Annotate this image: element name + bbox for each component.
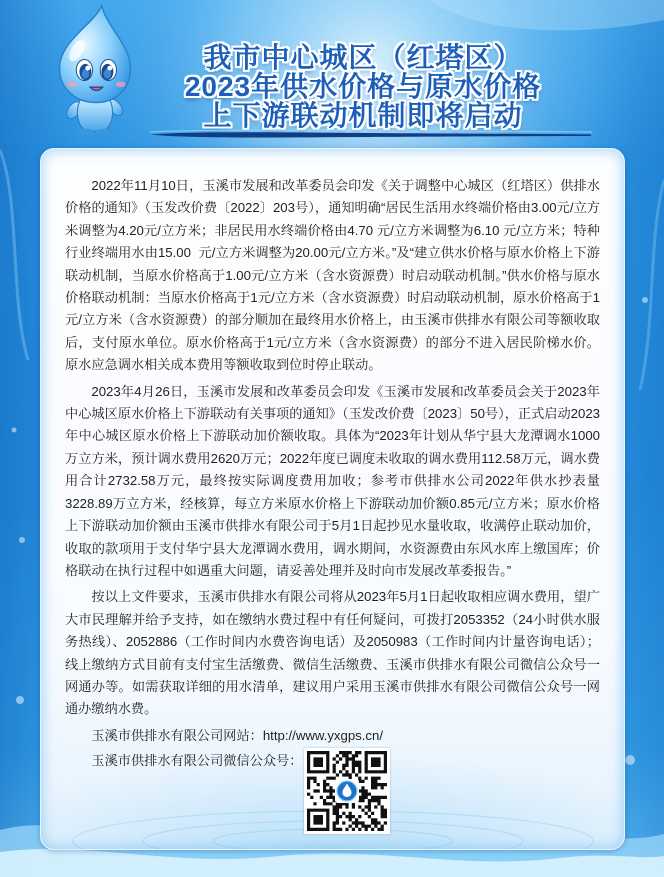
- website-url: http://www.yxgps.cn/: [262, 727, 384, 743]
- qr-code-icon: [304, 748, 390, 834]
- wechat-line: [65, 748, 600, 834]
- title-line-3: 上下游联动机制即将启动: [203, 100, 523, 131]
- water-drop-mascot-icon: [46, 3, 142, 137]
- notice-paragraph: 2023年4月26日，玉溪市发展和改革委员会印发《玉溪市发展和改革委员会关于2023年中心城区原水价格上下游联动有关事项的通知》（玉发改价费〔2023〕50号），正式启动2023年中心城区原水价格上下游联动加价额收取。具体为“2023年计划从华宁县大龙潭调水1000万立方米，预计调水费用2620万元；2022年度已调度未收取的调水费用112.58万元，调水费用合计2732.58万元，最终按实际调度费用加收；参考市供排水公司2022年供水抄表量3228.89万立方米，经核算，每立方米原水价格上下游联动加价额0.85元/立方米；原水价格上下游联动加价额由玉溪市供排水有限公司于5月1日起抄见水量收取，收满停止联动加价，收取的款项用于支付华宁县大龙潭调水费用，调水期间，水资源费由东风水库上缴国库；价格联动在执行过程中如遇重大问题，请妥善处理并及时向市发展改革委报告。”: [65, 383, 600, 578]
- wechat-label: 玉溪市供排水有限公司微信公众号：: [91, 753, 303, 769]
- title-line-2: 2023年供水价格与原水价格: [184, 71, 542, 102]
- title-line-1: 我市中心城区（红塔区）: [203, 42, 523, 73]
- notice-paragraph: 按以上文件要求，玉溪市供排水有限公司将从2023年5月1日起收取相应调水费用，望广大市民理解并给予支持，如在缴纳水费过程中有任何疑问，可拨打2053352（24小时供水服务热线）、2052886（工作时间内水费咨询电话）及2050983（工作时间内计量咨询电话）；线上缴纳方式目前有支付宝生活缴费、微信生活缴费、玉溪市供排水有限公司微信公众号一网通办等。如需获取详细的用水清单，建议用户采用玉溪市供排水有限公司微信公众号一网通办缴纳水费。: [65, 589, 600, 717]
- poster-title: [138, 43, 588, 130]
- notice-content: [65, 175, 600, 834]
- website-label: 玉溪市供排水有限公司网站：: [91, 727, 263, 743]
- website-line: [65, 725, 600, 747]
- title-underline: [148, 126, 593, 140]
- notice-panel: [40, 148, 625, 850]
- water-drop-logo-icon: [335, 779, 359, 803]
- notice-paragraph: 2022年11月10日，玉溪市发展和改革委员会印发《关于调整中心城区（红塔区）供排水价格的通知》（玉发改价费〔2022〕203号），通知明确“居民生活用水终端价格由3.00元/立方米调整为4.20元/立方米；非居民用水终端价格由4.70 元/立方米调整为6.10 元/立方米；特种行业终端用水由15.00 元/立方米调整为20.00元/立方米。”及“建立供水价格与原水价格上下游联动机制，当原水价格高于1.00元/立方米（含水资源费）时启动联动机制。”供水价格与原水价格联动机制：当原水价格高于1元/立方米（含水资源费）时启动联动机制，原水价格高于1元/立方米（含水资源费）的部分顺加在最终用水价格上，由玉溪市供排水有限公司等额收取后，支付原水单位。原水价格高于1元/立方米（含水资源费）的部分不进入居民阶梯水价。原水应急调水相关成本费用等额收取到位时停止联动。: [65, 178, 600, 373]
